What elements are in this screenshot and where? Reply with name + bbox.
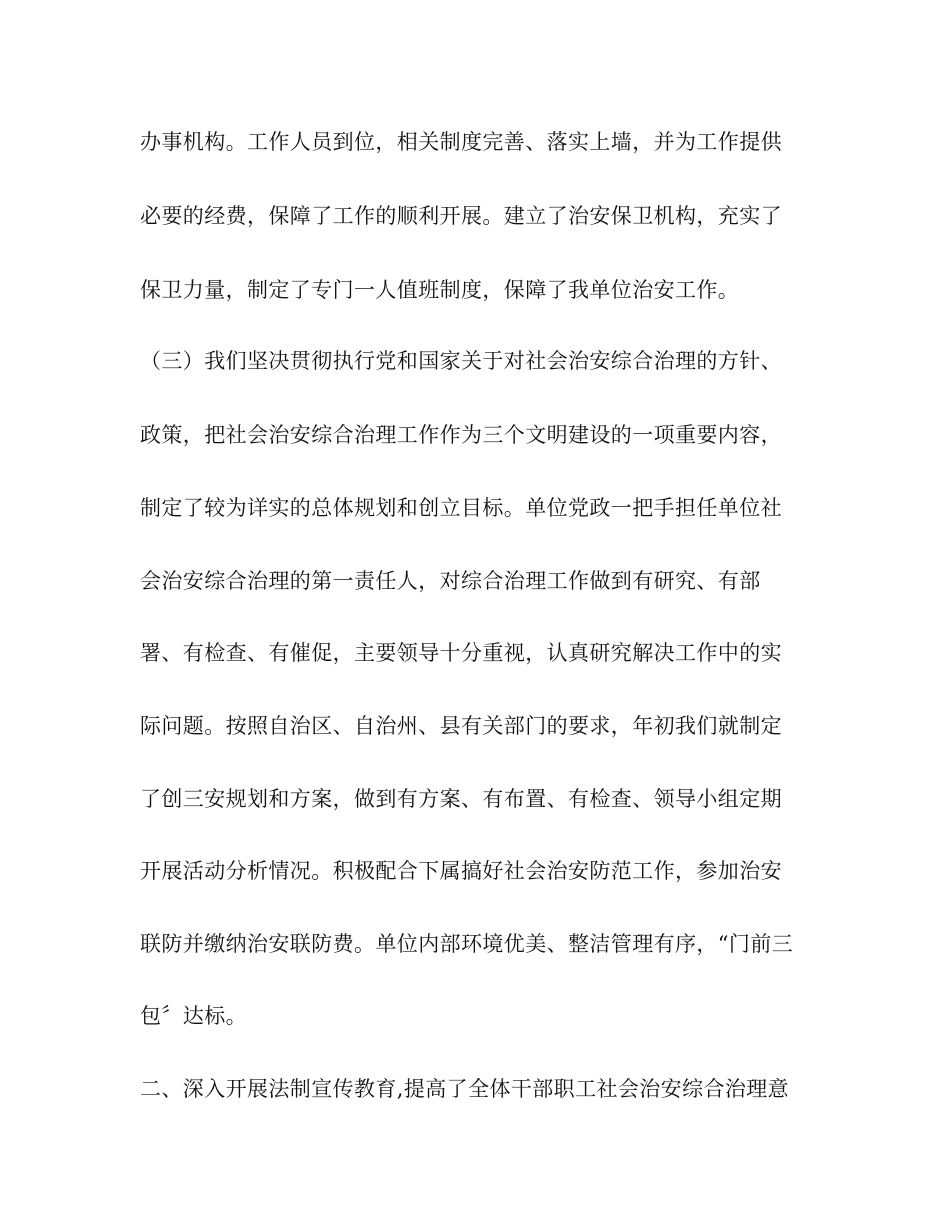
text-line-8: 署、有检查、有催促，主要领导十分重视，认真研究解决工作中的实 xyxy=(140,641,782,665)
text-line-6: 制定了较为详实的总体规划和创立目标。单位党政一把手担任单位社 xyxy=(140,496,782,520)
text-line-3: 保卫力量，制定了专门一人值班制度，保障了我单位治安工作。 xyxy=(140,278,740,302)
text-line-11: 开展活动分析情况。积极配合下属搞好社会治安防范工作，参加治安 xyxy=(140,859,782,883)
text-line-12: 联防并缴纳治安联防费。单位内部环境优美、整洁管理有序，“门前三 xyxy=(140,932,794,956)
text-line-7: 会治安综合治理的第一责任人，对综合治理工作做到有研究、有部 xyxy=(140,569,761,593)
text-line-9: 际问题。按照自治区、自治州、县有关部门的要求，年初我们就制定 xyxy=(140,714,782,738)
text-line-14: 二、深入开展法制宣传教育,提高了全体干部职工社会治安综合治理意 xyxy=(140,1077,790,1101)
text-line-1: 办事机构。工作人员到位，相关制度完善、落实上墙，并为工作提供 xyxy=(140,130,782,154)
text-line-10: 了创三安规划和方案，做到有方案、有布置、有检查、领导小组定期 xyxy=(140,787,782,811)
text-line-5: 政策，把社会治安综合治理工作作为三个文明建设的一项重要内容， xyxy=(140,423,782,447)
text-line-4: （三）我们坚决贯彻执行党和国家关于对社会治安综合治理的方针、 xyxy=(140,349,782,373)
text-line-2: 必要的经费，保障了工作的顺利开展。建立了治安保卫机构，充实了 xyxy=(140,204,782,228)
text-line-13: 包〞达标。 xyxy=(140,1004,247,1028)
